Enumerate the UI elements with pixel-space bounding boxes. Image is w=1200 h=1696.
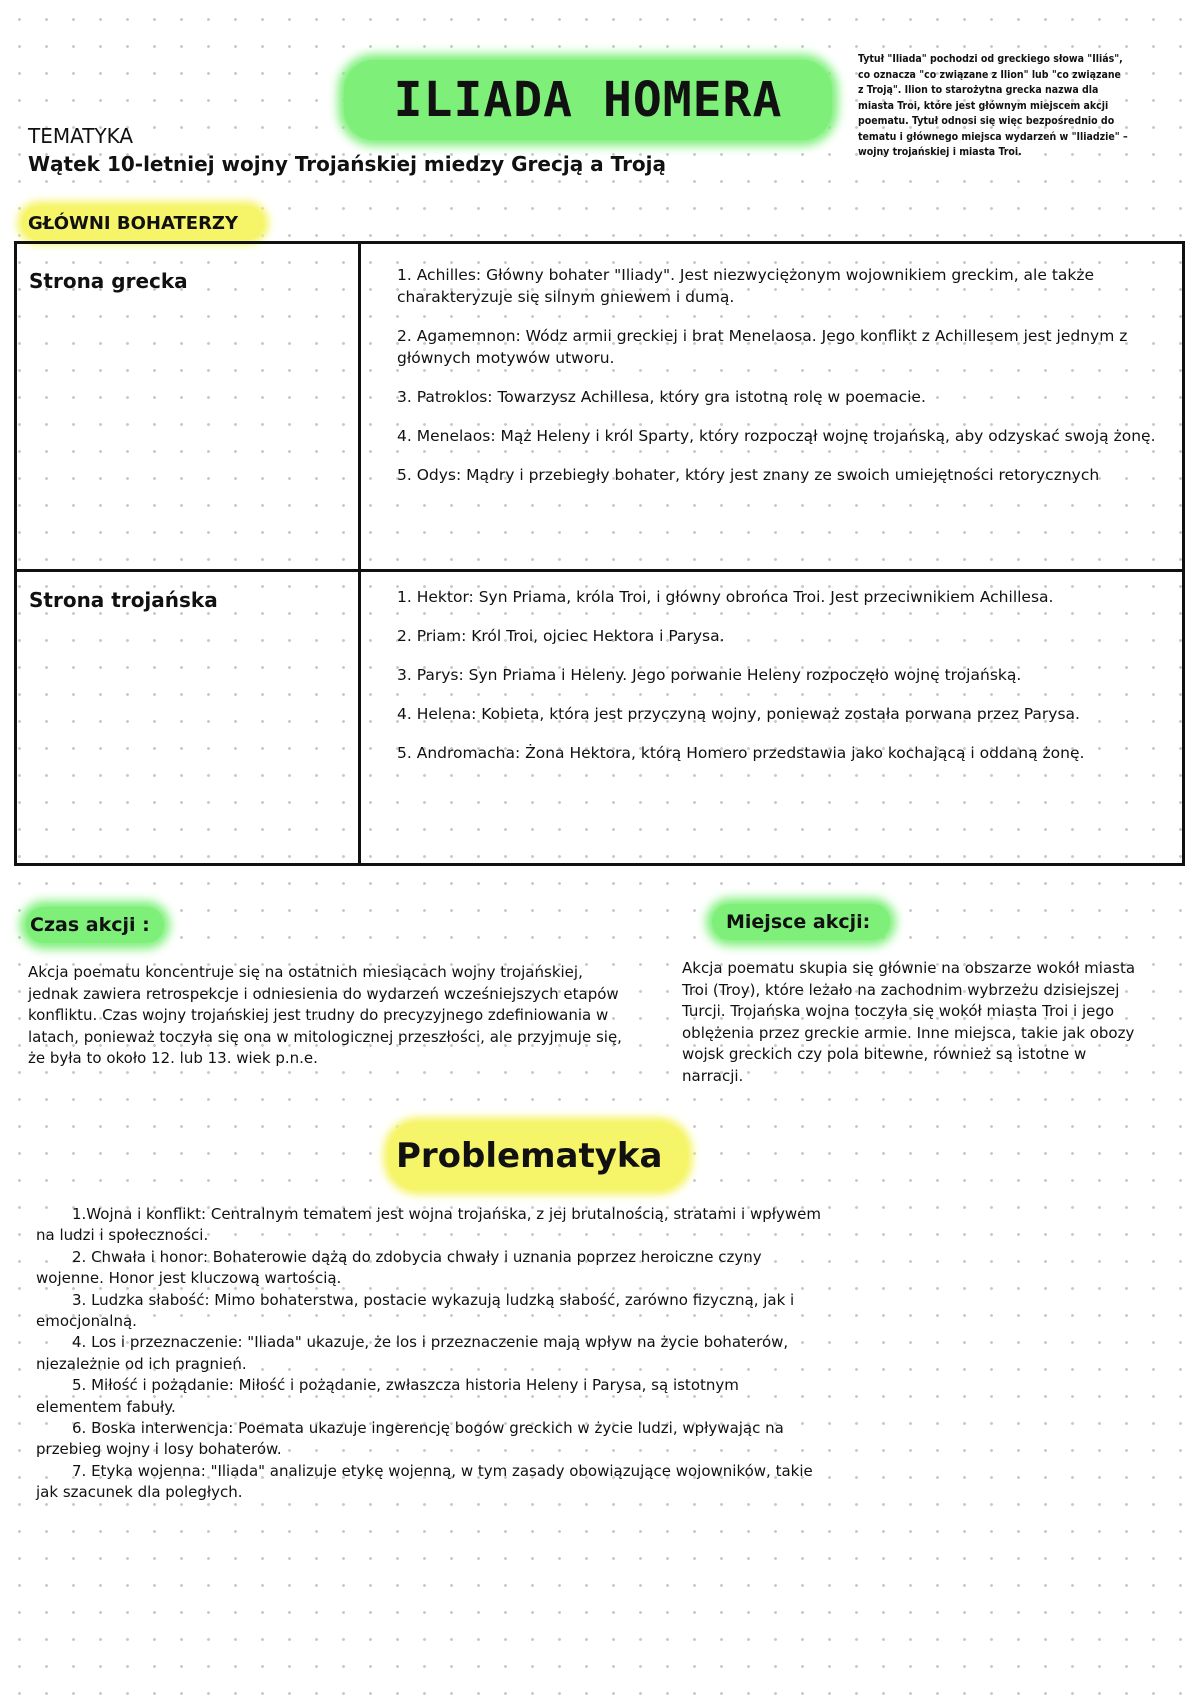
greek-heroes-list	[397, 264, 1157, 503]
trojan-side-label: Strona trojańska	[29, 588, 218, 612]
list-item: 4. Los i przeznaczenie: "Iliada" ukazuje, że los i przeznaczenie mają wpływ na życie bohaterów, niezależnie od ich pragnień.	[36, 1333, 789, 1373]
list-item: 4. Menelaos: Mąż Heleny i król Sparty, który rozpoczął wojnę trojańską, aby odzyskać swoją żonę.	[397, 427, 1156, 445]
czas-akcji-text: Akcja poematu koncentruje się na ostatnich miesiącach wojny trojańskiej, jednak zawiera retrospekcje i odniesienia do wydarzeń wcześniejszych etapów konfliktu. Czas wojny trojańskiej jest trudny do precyzyjnego zdefiniowania w latach, ponieważ toczyła się ona w mitologicznej przeszłości, ale przyjmuje się, że była to około 12. lub 13. wiek p.n.e.	[28, 963, 622, 1067]
list-item: 5. Odys: Mądry i przebiegły bohater, który jest znany ze swoich umiejętności retorycznych	[397, 466, 1100, 484]
list-item: 1. Achilles: Główny bohater "Iliady". Jest niezwyciężonym wojownikiem greckim, ale także charakteryzuje się silnym gniewem i dumą.	[397, 266, 1095, 306]
list-item: 1. Hektor: Syn Priama, króla Troi, i główny obrońca Troi. Jest przeciwnikiem Achillesa.	[397, 588, 1054, 606]
bohaterzy-heading: GŁÓWNI BOHATERZY	[22, 206, 264, 240]
greek-side-label: Strona grecka	[29, 269, 188, 293]
list-item: 2. Agamemnon: Wódz armii greckiej i brat Menelaosa. Jego konflikt z Achillesem jest jednym z głównych motywów utworu.	[397, 327, 1128, 367]
list-item: 3. Ludzka słabość: Mimo bohaterstwa, postacie wykazują ludzką słabość, zarówno fizyczną, jak i emocjonalną.	[36, 1290, 795, 1331]
tematyka-heading: TEMATYKA	[28, 124, 134, 148]
list-item: 3. Patroklos: Towarzysz Achillesa, który gra istotną rolę w poemacie.	[397, 388, 926, 406]
list-item: 1.Wojna i konflikt: Centralnym tematem jest wojna trojańska, z jej brutalnością, stratami i wpływem na ludzi i społeczności.	[36, 1205, 822, 1245]
miejsce-akcji-text: Akcja poematu skupia się głównie na obszarze wokół miasta Troi (Troy), które leżało na zachodnim wybrzeżu dzisiejszej Turcji. Trojańska wojna toczyła się wokół miasta Troi i jego oblężenia przez greckie armie. Inne miejsca, takie jak obozy wojsk greckich czy pola bitewne, również są istotne w narracji.	[682, 959, 1136, 1085]
list-item: 7. Etyka wojenna: "Iliada" analizuje etykę wojenną, w tym zasady obowiązujące wojowników, takie jak szacunek dla poległych.	[36, 1461, 813, 1502]
list-item: 6. Boska interwencja: Poemata ukazuje ingerencję bogów greckich w życie ludzi, wpływając na przebieg wojny i losy bohaterów.	[36, 1419, 784, 1459]
table-divider-vertical	[358, 244, 361, 863]
problematyka-heading: Problematyka	[388, 1122, 688, 1190]
trojan-heroes-list	[397, 586, 1172, 781]
table-divider-horizontal	[17, 569, 1182, 572]
problematyka-list	[36, 1204, 826, 1504]
list-item: 5. Miłość i pożądanie: Miłość i pożądanie, zwłaszcza historia Heleny i Parysa, są istotnym elementem fabuły.	[36, 1376, 739, 1416]
list-item: 5. Andromacha: Żona Hektora, którą Homero przedstawia jako kochającą i oddaną żonę.	[397, 744, 1085, 762]
list-item: 3. Parys: Syn Priama i Heleny. Jego porwanie Heleny rozpoczęło wojnę trojańską.	[397, 666, 1022, 684]
czas-akcji-heading: Czas akcji :	[26, 907, 164, 943]
page-title: ILIADA HOMERA	[344, 60, 832, 140]
list-item: 2. Chwała i honor: Bohaterowie dążą do zdobycia chwały i uznania poprzez heroiczne czyny wojenne. Honor jest kluczową wartością.	[36, 1247, 762, 1288]
list-item: 4. Helena: Kobieta, która jest przyczyną wojny, ponieważ została porwana przez Parysa.	[397, 705, 1080, 723]
tematyka-text: Wątek 10-letniej wojny Trojańskiej miedzy Grecją a Troją	[28, 152, 667, 176]
title-note: Tytuł "Iliada" pochodzi od greckiego słowa "Iliás", co oznacza "co związane z Ilion" lub "co związane z Troją". Ilion to starożytna grecka nazwa dla miasta Troi, które jest głównym miejscem akcji poematu. Tytuł odnosi się więc bezpośrednio do tematu i głównego miejsca wydarzeń w "Iliadzie" – wojny trojańskiej i miasta Troi.	[858, 53, 1128, 158]
heroes-table	[14, 241, 1185, 866]
list-item: 2. Priam: Król Troi, ojciec Hektora i Parysa.	[397, 627, 725, 645]
miejsce-akcji-heading: Miejsce akcji:	[712, 904, 890, 940]
